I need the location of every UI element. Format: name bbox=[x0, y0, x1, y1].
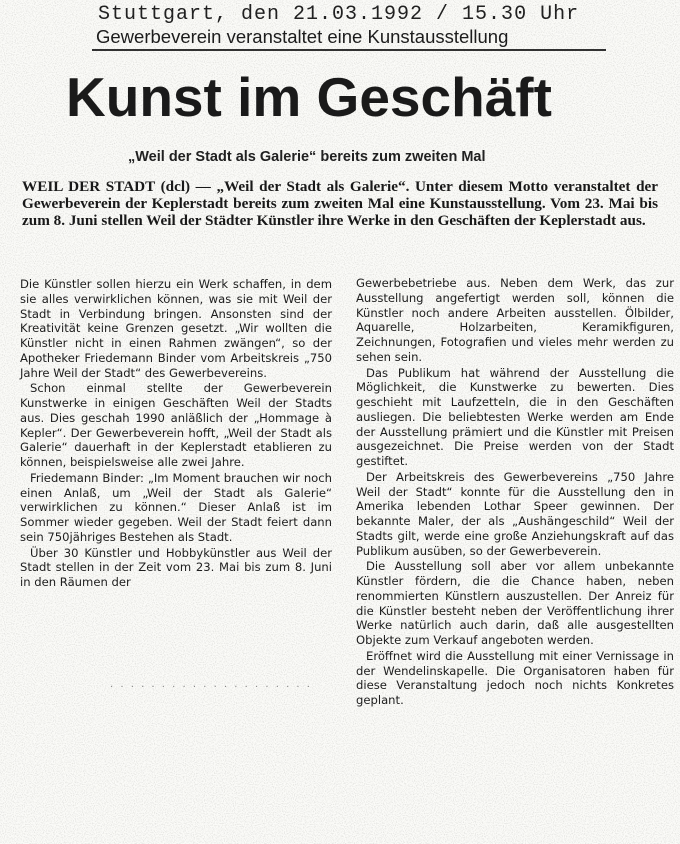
right-paragraph: Der Arbeitskreis des Gewerbevereins „750 Jahre Weil der Stadt“ konnte für die Ausstellung den in Amerika lebenden Lothar Speer gewinnen. Der bekannte Maler, der als „Aushängeschild“ Weil der Stadts gilt, werde eine große Anziehungskraft auf das Publikum ausüben, so der Gewerbeverein. bbox=[356, 469, 674, 558]
article-lead bbox=[22, 178, 658, 230]
right-paragraph: Eröffnet wird die Ausstellung mit einer Vernissage in der Wendelinskapelle. Die Organisatoren haben für diese Veranstaltung jedoch noch nichts Konkretes geplant. bbox=[356, 648, 674, 707]
subject-underline bbox=[92, 49, 606, 51]
left-paragraph: Schon einmal stellte der Gewerbeverein Kunstwerke in einigen Geschäften Weil der Stadts aus. Dies geschah 1990 anläßlich der „Hommage à Kepler“. Der Gewerbeverein hofft, „Weil der Stadt als Galerie“ dauerhaft in der Keplerstadt etablieren zu können, beispielsweise alle zwei Jahre. bbox=[20, 381, 332, 469]
typewritten-subject-line: Gewerbeverein veranstaltet eine Kunstausstellung bbox=[96, 26, 509, 47]
article-headline: Kunst im Geschäft bbox=[66, 66, 552, 128]
right-paragraph: Die Ausstellung soll aber vor allem unbekannte Künstler fördern, die die Chance haben, neben renommierten Künstlern auszustellen. Der Anreiz für die Künstler besteht neben der Veröffentlichung ihrer Werke natürlich auch darin, daß alle ausgestellten Objekte zum Verkauf angeboten werden. bbox=[356, 559, 674, 647]
dotted-rule: · · · · · · · · · · · · · · · · · · · · bbox=[110, 682, 312, 693]
left-paragraph: Die Künstler sollen hierzu ein Werk schaffen, in dem sie alles verwirklichen können, was sie mit Weil der Stadt in Verbindung bringen. Ansonsten sind der Kreativität keine Grenzen gesetzt. „Wir wollten die Künstler nicht in einen Rahmen zwängen“, so der Apotheker Friedemann Binder vom Arbeitskreis „750 Jahre Weil der Stadt“ des Gewerbevereins. bbox=[20, 277, 332, 380]
typewritten-date-line: Stuttgart, den 21.03.1992 / 15.30 Uhr bbox=[98, 3, 580, 26]
right-column bbox=[356, 276, 674, 708]
lead-dateline: WEIL DER STADT (dcl) — bbox=[22, 178, 211, 195]
lead-text: „Weil der Stadt als Galerie“. Unter diesem Motto veranstaltet der Gewerbeverein der Keplerstadt bereits zum zweiten Mal eine Kunstausstellung. Vom 23. Mai bis zum 8. Juni stellen Weil der Städter Künstler ihre Werke in den Geschäften der Keplerstadt aus. bbox=[22, 178, 658, 230]
left-column bbox=[20, 277, 332, 590]
right-paragraph: Gewerbebetriebe aus. Neben dem Werk, das zur Ausstellung angefertigt werden soll, können die Künstler noch andere Arbeiten ausstellen. Ölbilder, Aquarelle, Holzarbeiten, Keramikfiguren, Zeichnungen, Fotografien und vieles mehr werden zu sehen sein. bbox=[356, 276, 674, 364]
article-subheadline: „Weil der Stadt als Galerie“ bereits zum zweiten Mal bbox=[128, 149, 486, 165]
left-paragraph: Über 30 Künstler und Hobbykünstler aus Weil der Stadt stellen in der Zeit vom 23. Mai bis zum 8. Juni in den Räumen der bbox=[20, 545, 332, 589]
right-paragraph: Das Publikum hat während der Ausstellung die Möglichkeit, die Kunstwerke zu bewerten. Dies geschieht mit Laufzetteln, die in den Geschäften ausliegen. Die beliebtesten Werke werden am Ende der Ausstellung prämiert und die Künstler mit Preisen ausgezeichnet. Die Preise werden von der Stadt gestiftet. bbox=[356, 365, 674, 468]
left-paragraph: Friedemann Binder: „Im Moment brauchen wir noch einen Anlaß, um „Weil der Stadt als Galerie“ verwirklichen zu können.“ Dieser Anlaß ist im Sommer wieder gegeben. Weil der Stadt feiert dann sein 750jähriges Bestehen als Stadt. bbox=[20, 470, 332, 544]
